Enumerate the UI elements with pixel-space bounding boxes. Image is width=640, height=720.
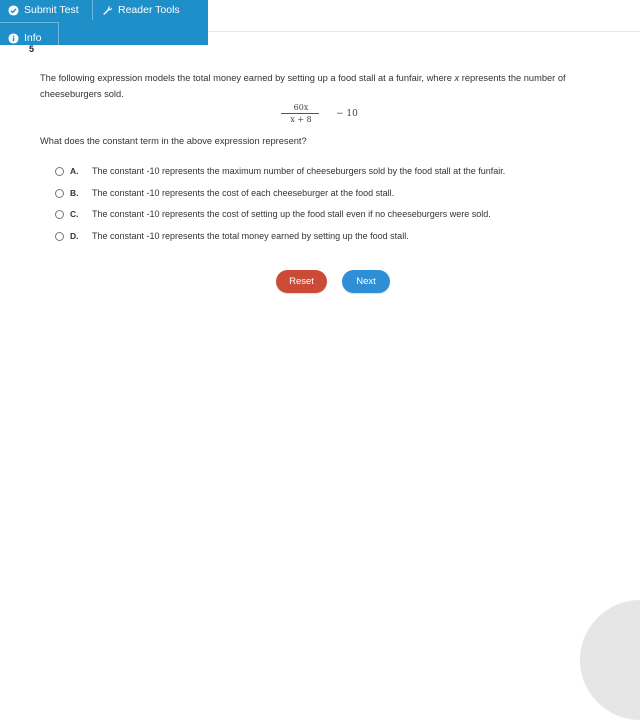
- option-letter: A.: [70, 166, 79, 176]
- toolbar-secondary-row: [0, 22, 59, 46]
- option-text: The constant -10 represents the total money earned by setting up the food stall.: [92, 231, 409, 241]
- stem-text-part2: represents the number of cheeseburgers sold.: [40, 73, 566, 99]
- radio-button[interactable]: [55, 189, 64, 198]
- toolbar-divider: [92, 0, 93, 20]
- option-a[interactable]: [55, 164, 505, 178]
- question-stem: [40, 70, 620, 102]
- header-divider: [208, 31, 640, 32]
- toolbar-primary-row: [0, 0, 208, 20]
- reset-button[interactable]: Reset: [276, 270, 327, 293]
- question-number: 5: [29, 44, 35, 54]
- top-toolbar: [0, 0, 208, 45]
- info-button[interactable]: [8, 28, 42, 48]
- fraction-bar: [281, 113, 319, 114]
- wrench-icon: [102, 5, 113, 16]
- option-d[interactable]: [55, 229, 409, 243]
- reader-tools-label: Reader Tools: [118, 4, 180, 16]
- info-circle-icon: [8, 33, 19, 44]
- expression-numerator: 60x: [293, 103, 309, 112]
- next-button[interactable]: Next: [342, 270, 390, 293]
- check-circle-icon: [8, 5, 19, 16]
- stem-variable: x: [454, 73, 460, 83]
- stem-text-part1: The following expression models the total money earned by setting up a food stall at a funfair, where: [40, 73, 455, 83]
- reader-tools-button[interactable]: [102, 0, 180, 20]
- option-letter: C.: [70, 209, 79, 219]
- option-c[interactable]: [55, 207, 491, 221]
- corner-decoration: [580, 600, 640, 720]
- submit-test-button[interactable]: [8, 0, 79, 20]
- radio-button[interactable]: [55, 210, 64, 219]
- option-text: The constant -10 represents the cost of setting up the food stall even if no cheeseburgers were sold.: [92, 209, 491, 219]
- question-prompt: What does the constant term in the above expression represent?: [40, 136, 307, 146]
- math-expression: [278, 103, 378, 127]
- radio-button[interactable]: [55, 232, 64, 241]
- option-b[interactable]: [55, 186, 394, 200]
- radio-button[interactable]: [55, 167, 64, 176]
- expression-constant: − 10: [336, 109, 358, 119]
- option-letter: B.: [70, 188, 79, 198]
- option-text: The constant -10 represents the cost of each cheeseburger at the food stall.: [92, 188, 395, 198]
- info-label: Info: [24, 32, 42, 44]
- submit-test-label: Submit Test: [24, 4, 79, 16]
- expression-denominator: x + 8: [290, 115, 312, 124]
- option-text: The constant -10 represents the maximum number of cheeseburgers sold by the food stall at the funfair.: [92, 166, 506, 176]
- option-letter: D.: [70, 231, 79, 241]
